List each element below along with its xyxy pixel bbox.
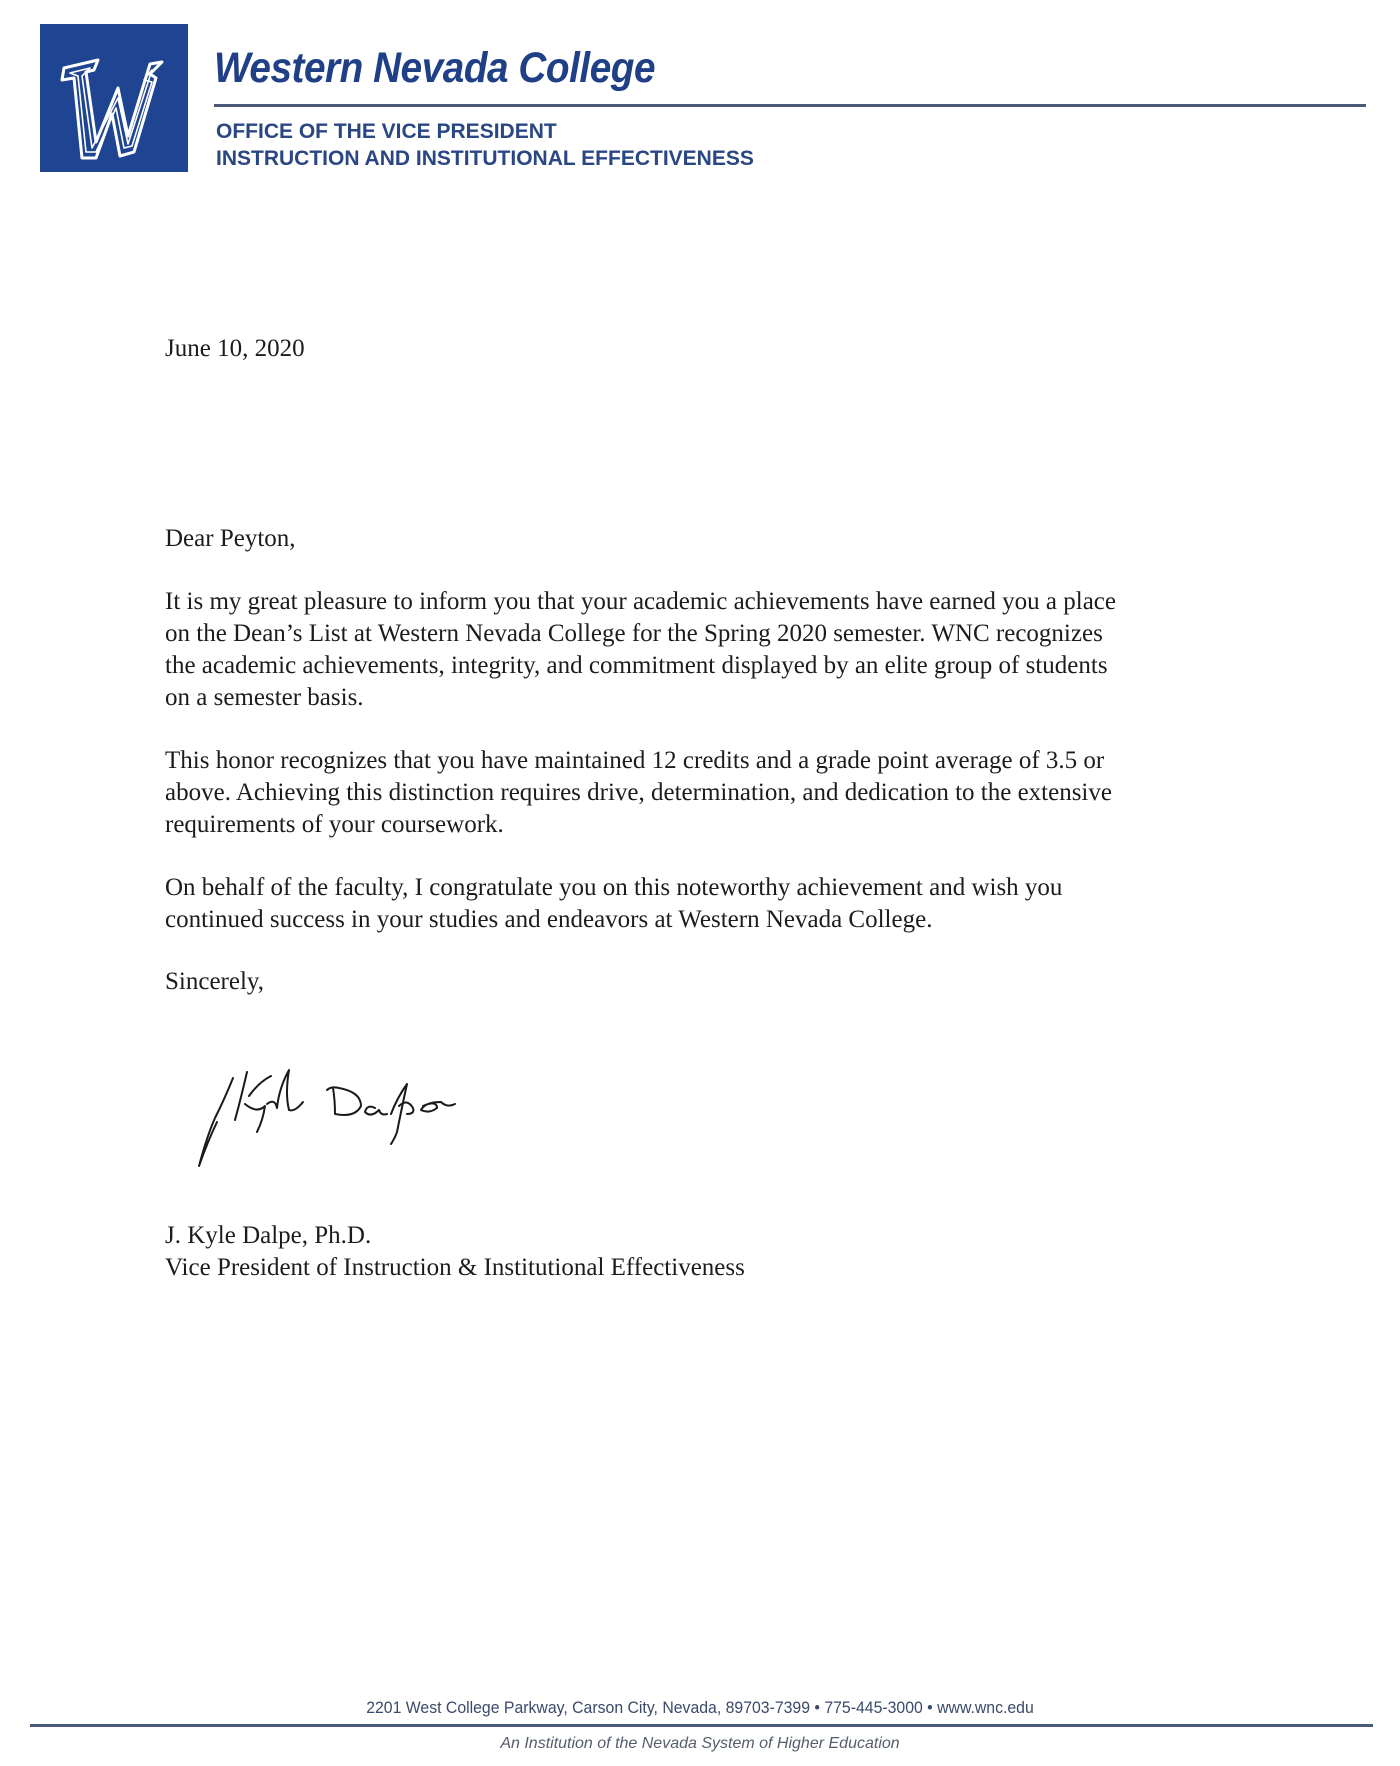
paragraph-line: requirements of your coursework. — [165, 811, 504, 838]
letter-date: June 10, 2020 — [165, 335, 305, 362]
paragraph-line: above. Achieving this distinction requires drive, determination, and dedication to the extensive — [165, 779, 1112, 806]
paragraph-line: on the Dean’s List at Western Nevada College for the Spring 2020 semester. WNC recognizes — [165, 620, 1103, 647]
paragraph-line: the academic achievements, integrity, and commitment displayed by an elite group of students — [165, 652, 1108, 679]
footer-tagline: An Institution of the Nevada System of Higher Education — [500, 1735, 900, 1752]
office-title-line-2: INSTRUCTION AND INSTITUTIONAL EFFECTIVENESS — [216, 147, 754, 170]
footer-address: 2201 West College Parkway, Carson City, Nevada, 89703-7399 • 775-445-3000 • www.wnc.edu — [366, 1698, 1034, 1717]
college-name: Western Nevada College — [214, 44, 656, 92]
signer-name: J. Kyle Dalpe, Ph.D. — [165, 1222, 372, 1249]
header-divider — [214, 104, 1366, 107]
paragraph-line: This honor recognizes that you have maintained 12 credits and a grade point average of 3.5 or — [165, 747, 1105, 774]
w-logo-icon — [40, 24, 188, 172]
salutation: Dear Peyton, — [165, 525, 296, 552]
footer-divider — [30, 1724, 1373, 1727]
closing: Sincerely, — [165, 968, 265, 995]
signer-title: Vice President of Instruction & Institutional Effectiveness — [165, 1254, 745, 1281]
paragraph-line: continued success in your studies and endeavors at Western Nevada College. — [165, 906, 933, 933]
paragraph-line: It is my great pleasure to inform you that your academic achievements have earned you a place — [165, 588, 1117, 615]
signature-icon — [185, 1058, 525, 1193]
college-logo — [40, 24, 188, 172]
paragraph-line: on a semester basis. — [165, 684, 364, 711]
paragraph-line: On behalf of the faculty, I congratulate you on this noteworthy achievement and wish you — [165, 874, 1063, 901]
office-title-line-1: OFFICE OF THE VICE PRESIDENT — [216, 120, 557, 143]
